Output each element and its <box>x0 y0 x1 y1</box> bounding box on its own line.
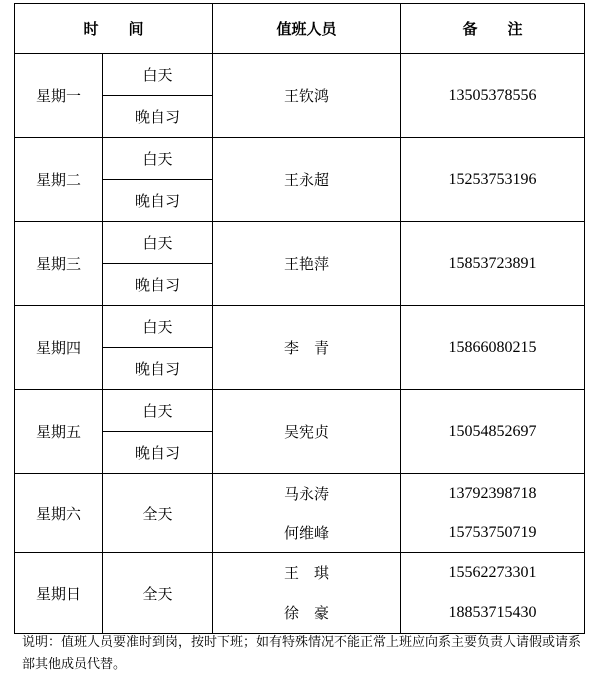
phone-number: 18853715430 <box>448 604 537 621</box>
day-cell: 星期二 <box>15 138 103 222</box>
staff-name: 王 琪 <box>284 564 330 582</box>
phone-number: 13792398718 <box>448 484 537 502</box>
phone-cell <box>401 474 585 553</box>
slot-cell: 白天 <box>103 390 213 432</box>
header-staff: 值班人员 <box>213 4 401 54</box>
table-row <box>15 306 585 348</box>
day-cell: 星期四 <box>15 306 103 390</box>
slot-cell: 全天 <box>103 474 213 553</box>
staff-name: 何维峰 <box>284 523 330 542</box>
day-cell: 星期日 <box>15 553 103 634</box>
staff-cell: 王艳萍 <box>213 222 401 306</box>
phone-cell: 13505378556 <box>401 54 585 138</box>
table-row <box>15 474 585 553</box>
phone-number: 15753750719 <box>448 523 537 541</box>
phone-cell <box>401 553 585 634</box>
phone-cell: 15054852697 <box>401 390 585 474</box>
slot-cell: 晚自习 <box>103 348 213 390</box>
day-cell: 星期六 <box>15 474 103 553</box>
slot-cell: 晚自习 <box>103 432 213 474</box>
slot-cell: 白天 <box>103 138 213 180</box>
staff-cell: 李 青 <box>213 306 401 390</box>
day-cell: 星期三 <box>15 222 103 306</box>
table-row <box>15 138 585 180</box>
slot-cell: 全天 <box>103 553 213 634</box>
header-time: 时 间 <box>15 4 213 54</box>
table-row <box>15 390 585 432</box>
footnote: 说明：值班人员要准时到岗，按时下班；如有特殊情况不能正常上班应向系主要负责人请假或请系部其他成员代替。 <box>22 635 582 672</box>
table-row <box>15 54 585 96</box>
slot-cell: 晚自习 <box>103 180 213 222</box>
header-remarks: 备 注 <box>401 4 585 54</box>
phone-cell: 15866080215 <box>401 306 585 390</box>
staff-cell: 王永超 <box>213 138 401 222</box>
table-row <box>15 222 585 264</box>
staff-cell <box>213 474 401 553</box>
slot-cell: 晚自习 <box>103 264 213 306</box>
day-cell: 星期五 <box>15 390 103 474</box>
slot-cell: 晚自习 <box>103 96 213 138</box>
phone-number: 15562273301 <box>448 564 537 581</box>
header-row <box>15 4 585 54</box>
slot-cell: 白天 <box>103 54 213 96</box>
slot-cell: 白天 <box>103 222 213 264</box>
phone-cell: 15253753196 <box>401 138 585 222</box>
staff-name: 马永涛 <box>284 484 330 503</box>
staff-name: 徐 豪 <box>284 604 330 622</box>
phone-cell: 15853723891 <box>401 222 585 306</box>
staff-cell: 吴宪贞 <box>213 390 401 474</box>
slot-cell: 白天 <box>103 306 213 348</box>
duty-schedule-table <box>14 3 585 634</box>
table-row <box>15 553 585 634</box>
staff-cell <box>213 553 401 634</box>
staff-cell: 王钦鸿 <box>213 54 401 138</box>
day-cell: 星期一 <box>15 54 103 138</box>
